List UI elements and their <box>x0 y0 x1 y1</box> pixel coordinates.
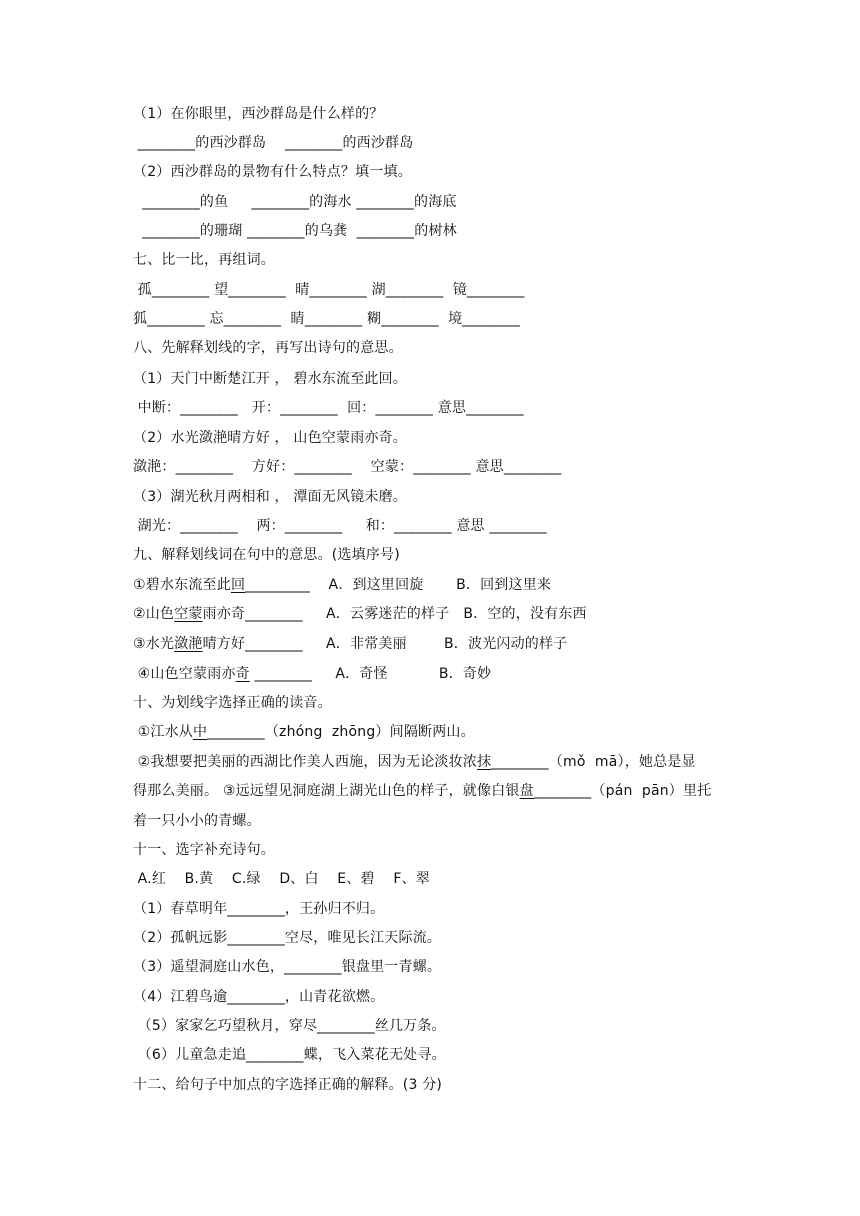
text-line <box>133 752 696 772</box>
text-segment: 雨亦奇________ A．云雾迷茫的样子 B．空的，没有东西 <box>202 606 587 622</box>
text-line <box>133 781 711 801</box>
text-line: （2）孤帆远影________空尽，唯见长江天际流。 <box>133 930 442 946</box>
text-line: （2）水光潋滟晴方好 ， 山色空蒙雨亦奇。 <box>133 430 408 446</box>
text-line: （2）西沙群岛的景物有什么特点？填一填。 <box>133 164 412 180</box>
text-segment: ________（zhóng zhōng）间隔断两山。 <box>207 724 475 740</box>
text-line: ________的西沙群岛 ________的西沙群岛 <box>133 135 414 151</box>
text-line: （3）湖光秋月两相和 ， 潭面无风镜未磨。 <box>133 489 408 505</box>
text-line: 中断：________ 开：________ 回：________ 意思________ <box>133 400 524 416</box>
text-segment: 得那么美丽。 ③远远望见洞庭湖上湖光山色的样子，就像白银 <box>133 783 520 799</box>
text-line: （6）儿童急走追________蝶，飞入菜花无处寻。 <box>133 1047 446 1063</box>
text-segment: ③水光 <box>133 636 175 652</box>
text-line: （4）江碧鸟逾________，山青花欲燃。 <box>133 989 385 1005</box>
text-line <box>133 722 475 742</box>
text-segment: 晴方好________ A．非常美丽 B．波光闪动的样子 <box>202 636 568 652</box>
text-line: （3）遥望洞庭山水色，________银盘里一青螺。 <box>133 959 442 975</box>
text-segment: ②我想要把美丽的西湖比作美人西施，因为无论淡妆浓 <box>133 754 477 770</box>
text-line: （1）在你眼里，西沙群岛是什么样的？ <box>133 106 384 122</box>
text-line: 着一只小小的青螺。 <box>133 813 261 829</box>
text-line: 孤________ 望________ 晴________ 湖________ 镜________ <box>133 282 525 298</box>
text-line: 八、先解释划线的字，再写出诗句的意思。 <box>133 340 403 356</box>
underlined-word: 回 <box>230 577 246 593</box>
text-line: （1）天门中断楚江开 ， 碧水东流至此回。 <box>133 371 408 387</box>
text-line <box>133 604 587 624</box>
text-line: 十二、给句子中加点的字选择正确的解释。(3 分) <box>133 1077 443 1093</box>
text-line <box>133 634 567 654</box>
text-segment: ________（pán pān）里托 <box>533 783 712 799</box>
text-line <box>133 664 491 684</box>
text-line: 十、为划线字选择正确的读音。 <box>133 695 332 711</box>
text-segment: ②山色 <box>133 606 175 622</box>
text-line: 狐________ 忘________ 睛________ 糊________ 境________ <box>133 311 520 327</box>
underlined-word: 盘 <box>519 783 534 799</box>
text-segment: ①江水从 <box>133 724 194 740</box>
underlined-word: 抹 <box>477 754 492 770</box>
text-segment: ________（mǒ mā），她总是显 <box>491 754 696 770</box>
underlined-word: 奇 <box>235 666 250 682</box>
text-segment: _________ A．到这里回旋 B．回到这里来 <box>245 577 552 593</box>
text-line: （1）春草明年________，王孙归不归。 <box>133 901 385 917</box>
text-line: 十一、选字补充诗句。 <box>133 842 275 858</box>
text-segment: ①碧水东流至此 <box>133 577 231 593</box>
text-line: ________的鱼 ________的海水 ________的海底 <box>133 194 457 210</box>
text-line: A.红 B.黄 C.绿 D、白 E、碧 F、翠 <box>133 871 430 887</box>
text-line: 湖光：________ 两：________ 和：________ 意思 ________ <box>133 518 548 534</box>
text-line: 七、比一比，再组词。 <box>133 252 275 268</box>
text-line: 潋滟：________ 方好：________ 空蒙：________ 意思________ <box>133 459 562 475</box>
underlined-word: 潋滟 <box>174 636 203 652</box>
text-line: ________的珊瑚 ________的乌龚 ________的树林 <box>133 223 457 239</box>
text-line <box>133 575 551 595</box>
underlined-word: 空蒙 <box>174 606 203 622</box>
text-segment: ________ A．奇怪 B．奇妙 <box>249 666 492 682</box>
text-line: （5）家家乞巧望秋月，穿尽________丝几万条。 <box>133 1018 446 1034</box>
text-segment: ④山色空蒙雨亦 <box>133 666 236 682</box>
text-line: 九、解释划线词在句中的意思。(选填序号) <box>133 547 400 563</box>
underlined-word: 中 <box>193 724 208 740</box>
